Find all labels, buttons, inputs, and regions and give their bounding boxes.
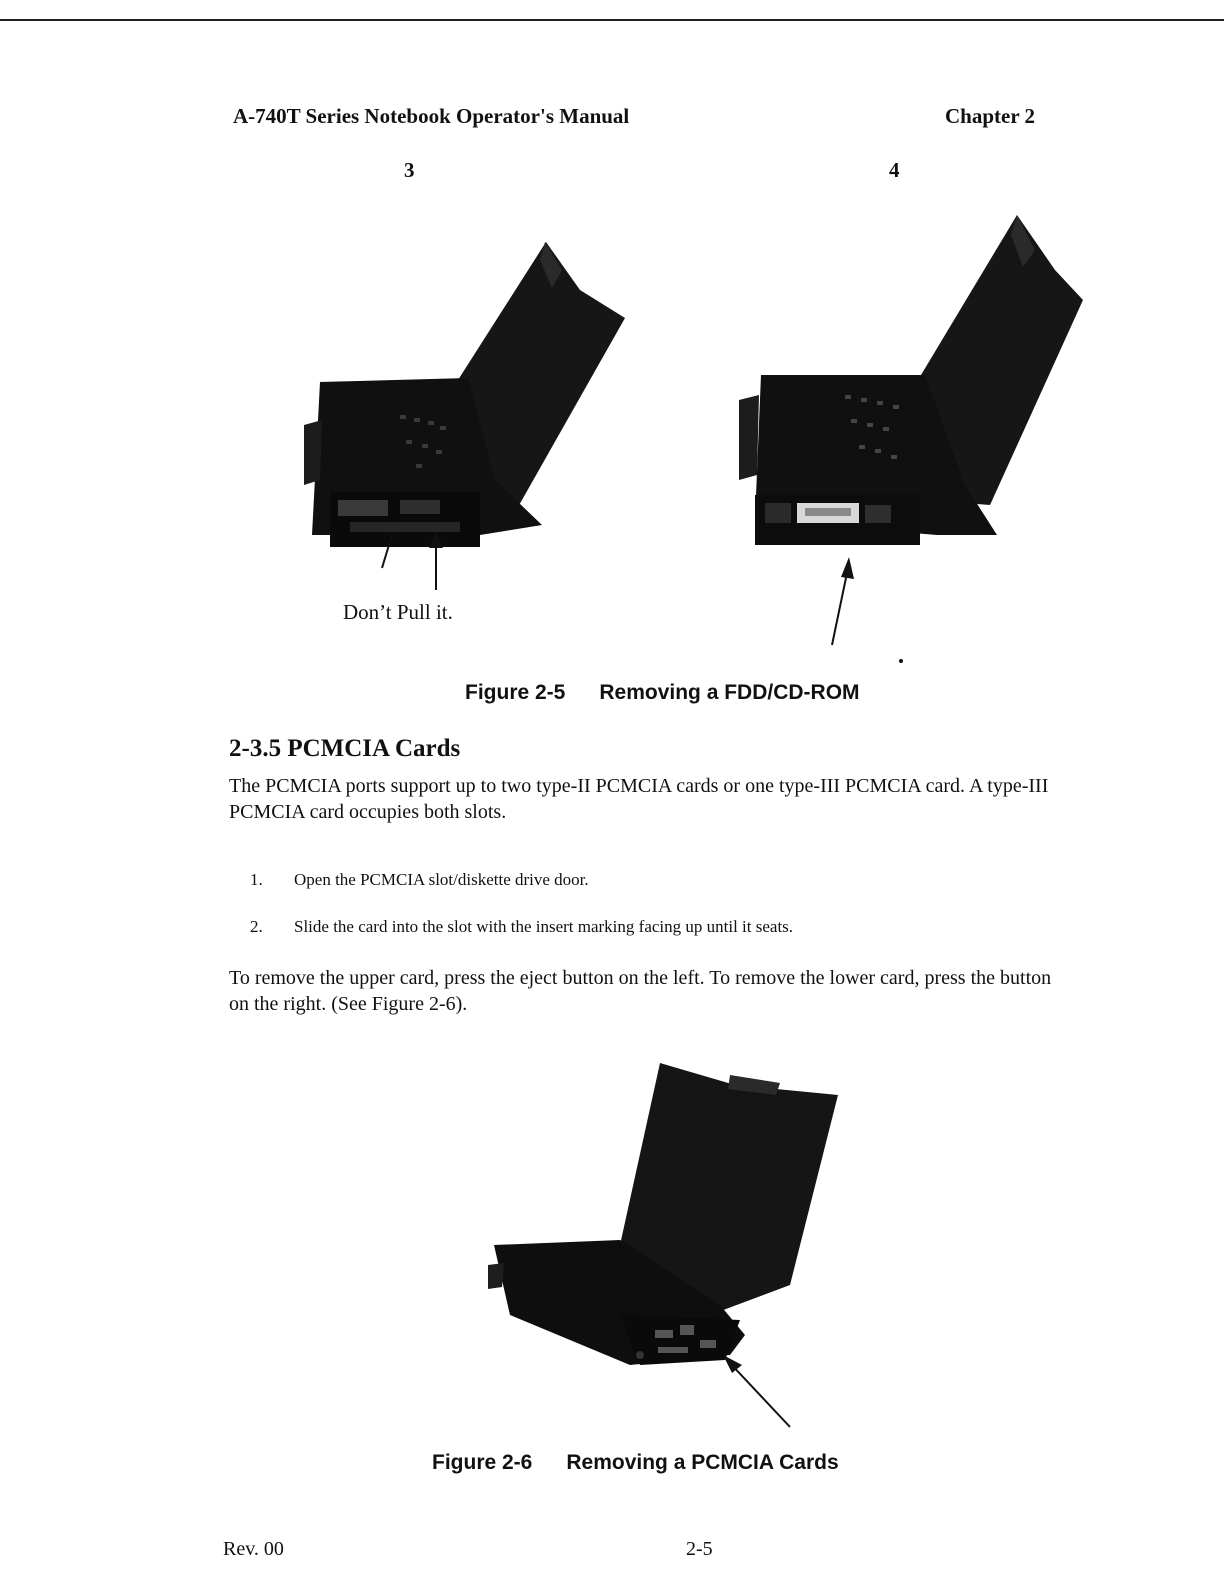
removal-instructions: To remove the upper card, press the eject button on the left. To remove the lower card, press the button on the right. (See Figure 2-6). [229,967,1052,1015]
list-item-1 [250,870,589,890]
section-heading: 2-3.5 PCMCIA Cards [229,735,461,762]
notebook-photo-step-3 [290,230,630,610]
notebook-photo-pcmcia [480,1055,850,1435]
list-item-1-text: Open the PCMCIA slot/diskette drive door. [294,870,589,889]
figure-2-6-label: Figure 2-6 [432,1451,533,1474]
chapter-label: Chapter 2 [945,104,1036,128]
manual-title: A-740T Series Notebook Operator's Manual [233,104,630,128]
page-number: 2-5 [686,1538,713,1560]
list-item-2 [250,917,793,937]
figure-2-5-title: Removing a FDD/CD-ROM [599,681,860,704]
top-rule [0,19,1224,21]
revision-label: Rev. 00 [223,1538,284,1560]
figure-2-5-caption [465,681,860,705]
dont-pull-annotation: Don’t Pull it. [343,600,453,624]
list-item-2-text: Slide the card into the slot with the insert marking facing up until it seats. [294,917,794,936]
notebook-photo-step-4 [725,205,1095,665]
step-number-4: 4 [889,158,900,182]
list-item-2-number: 2. [250,917,263,936]
figure-2-5-label: Figure 2-5 [465,681,566,704]
figure-2-6-title: Removing a PCMCIA Cards [566,1451,839,1474]
step-number-3: 3 [404,158,415,182]
section-intro: The PCMCIA ports support up to two type-II PCMCIA cards or one type-III PCMCIA card. A type-III PCMCIA card occupies both slots. [229,775,1049,823]
list-item-1-number: 1. [250,870,263,889]
figure-2-6-caption [432,1451,839,1475]
